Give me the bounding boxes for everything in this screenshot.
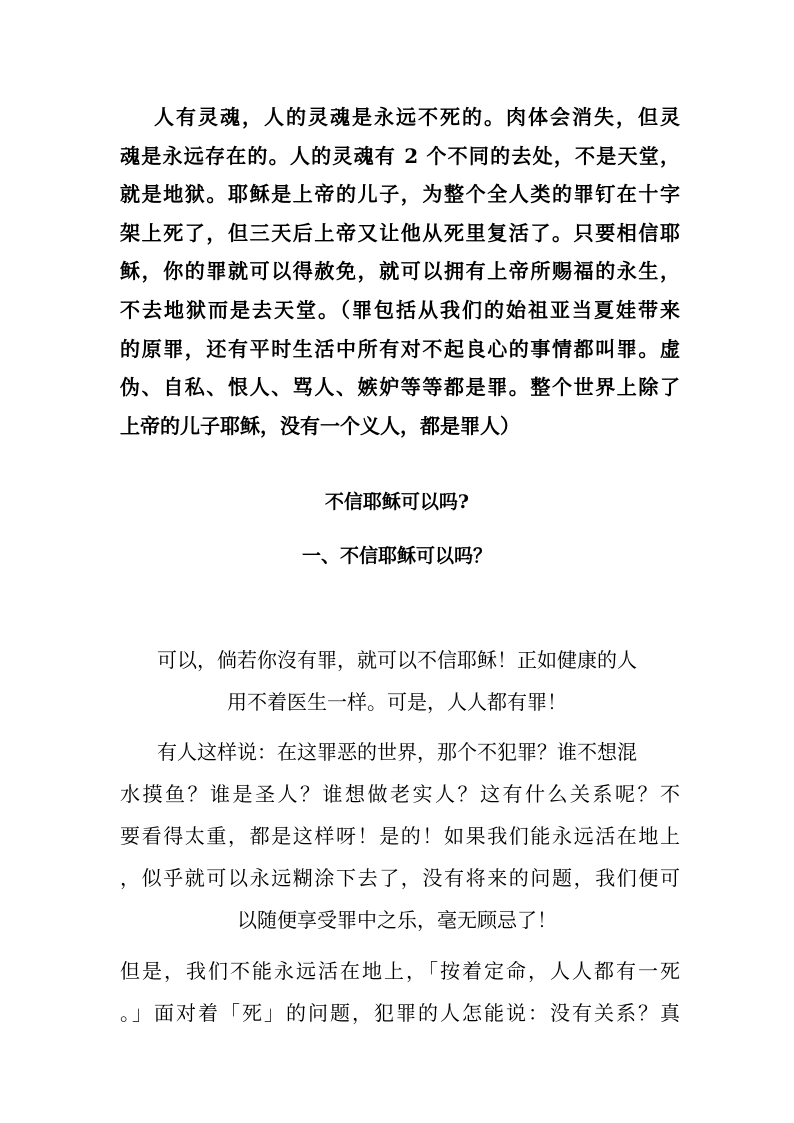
document-title: 不信耶稣可以吗? [324,491,470,513]
intro-line: 魂是永远存在的。人的灵魂有 2 个不同的去处，不是天堂， [120,143,680,168]
paragraph-line: 有人这样说：在这罪恶的世界，那个不犯罪？谁不想混 [157,740,637,764]
intro-paragraph [120,98,680,445]
paragraph-line: 但是，我们不能永远活在地上，「按着定命，人人都有一死 [120,959,680,983]
paragraph-line: 。」面对着「死」的问题，犯罪的人怎能说：没有关系？真 [120,1001,680,1025]
intro-line: 的原罪，还有平时生活中所有对不起良心的事情都叫罪。虚 [120,336,680,361]
paragraph-line: 要看得太重，都是这样呀！是的！如果我们能永远活在地上 [120,824,680,848]
section-heading: 一、不信耶稣可以吗？ [301,545,492,567]
paragraph-line: 可以，倘若你沒有罪，就可以不信耶稣！正如健康的人 [157,648,637,672]
paragraph-line: ，似乎就可以永远糊涂下去了，没有将来的问题，我们便可 [120,866,680,890]
intro-line: 人有灵魂，人的灵魂是永远不死的。肉体会消失，但灵 [154,105,680,129]
intro-line: 伪、自私、恨人、骂人、嫉妒等等都是罪。整个世界上除了 [120,375,680,400]
intro-line: 架上死了，但三天后上帝又让他从死里复活了。只要相信耶 [120,220,680,245]
paragraph-line: 以随便享受罪中之乐，毫无顾忌了！ [237,908,557,932]
intro-line: 不去地狱而是去天堂。（罪包括从我们的始祖亚当夏娃带来 [120,297,680,322]
paragraph-line: 用不着医生一样。可是，人人都有罪！ [227,690,567,714]
intro-line: 稣，你的罪就可以得赦免，就可以拥有上帝所赐福的永生， [120,259,680,284]
intro-line: 上帝的儿子耶稣，没有一个义人，都是罪人） [120,413,520,438]
intro-line: 就是地狱。耶稣是上帝的儿子，为整个全人类的罪钉在十字 [120,182,680,207]
paragraph-line: 水摸鱼？谁是圣人？谁想做老实人？这有什么关系呢？不 [120,782,680,806]
